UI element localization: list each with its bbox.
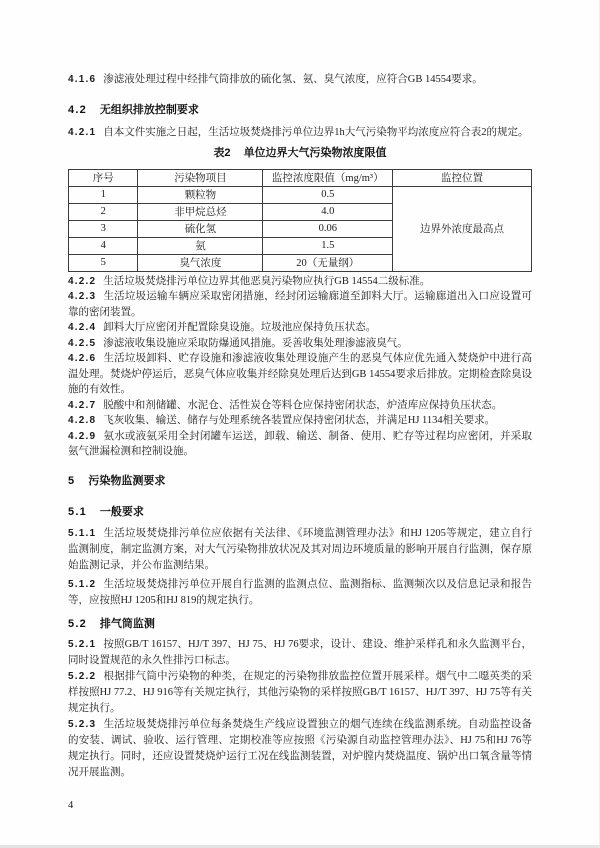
table-cell-limit: 20（无量纲） — [263, 254, 393, 271]
clause-5-2-1 — [68, 637, 532, 669]
clause-4-2-6 — [68, 351, 532, 398]
table-cell-seq: 2 — [69, 203, 138, 220]
heading-title: 无组织排放控制要求 — [99, 103, 199, 116]
clause-number: 4.2.2 — [68, 275, 97, 287]
table-cell-limit: 0.06 — [263, 220, 393, 237]
table-cell-limit: 1.5 — [263, 237, 393, 254]
clause-number: 5.2.2 — [68, 671, 97, 682]
clause-4-1-6 — [68, 72, 532, 88]
clause-text: 生活垃圾卸料、贮存设施和渗滤液收集处理设施产生的恶臭气体应优先通入焚烧炉中进行高温处理。焚烧炉停运后，恶臭气体应收集并经除臭处理后达到GB 14554要求后排放。定期检查除臭设施的有效性。 — [68, 353, 532, 395]
table-header-location: 监控位置 — [393, 169, 532, 186]
clause-number: 4.2.1 — [68, 127, 97, 138]
clause-5-2-2 — [68, 669, 532, 717]
heading-number: 5.1 — [68, 506, 87, 518]
clause-number: 4.2.5 — [68, 337, 97, 349]
clause-4-2-8 — [68, 413, 532, 429]
table-header-limit: 监控浓度限值（mg/m³） — [263, 169, 393, 186]
section-heading-5-1 — [68, 505, 532, 521]
heading-title: 一般要求 — [99, 506, 144, 518]
table-2-boundary-limits — [68, 169, 532, 272]
clause-number: 4.2.3 — [68, 291, 97, 302]
section-heading-4-2 — [68, 103, 532, 119]
clause-4-2-2 — [68, 274, 532, 290]
table-cell-seq: 3 — [69, 220, 138, 237]
clause-text: 生活垃圾焚烧排污单位每条焚烧生产线应设置独立的烟气连续在线监测系统。自动监控设备的安装、调试、验收、运行管理、定期校准等应按照《污染源自动监控管理办法》、HJ 75和HJ 76等规定执行。同时，还应设置焚烧炉运行工况在线监测装置，对炉膛内焚烧温度、锅炉出口氧含量等情况开展监测。 — [68, 719, 532, 778]
clause-text: 根据排气筒中污染物的种类，在规定的污染物排放监控位置开展采样。烟气中二噁英类的采样按照HJ 77.2、HJ 916等有关规定执行，其他污染物的采样按照GB/T 16157、HJ/T 397、HJ 75等有关规定执行。 — [68, 671, 532, 714]
clause-text: 脱酸中和剂储罐、水泥仓、活性炭仓等料仓应保持密闭状态，炉渣库应保持负压状态。 — [103, 399, 503, 411]
clause-number: 4.2.9 — [68, 430, 97, 442]
table-caption-label: 表2 — [213, 146, 231, 159]
clause-text: 按照GB/T 16157、HJ/T 397、HJ 75、HJ 76要求，设计、建设、维护采样孔和永久监测平台，同时设置规范的永久性排污口标志。 — [68, 639, 532, 666]
table-header-pollutant: 污染物项目 — [138, 169, 263, 186]
clause-text: 生活垃圾运输车辆应采取密闭措施，经封闭运输廊道至卸料大厅。运输廊道出入口应设置可靠的密闭装置。 — [68, 291, 532, 318]
heading-title: 污染物监测要求 — [88, 474, 166, 487]
clause-5-2-3 — [68, 717, 532, 781]
clause-number: 4.2.4 — [68, 322, 97, 333]
table-cell-pollutant: 臭气浓度 — [138, 254, 263, 271]
clause-text: 渗滤液收集设施应采取防爆通风措施。妥善收集处理渗滤液臭气。 — [103, 337, 408, 349]
table-cell-pollutant: 颗粒物 — [138, 186, 263, 203]
heading-number: 5 — [68, 474, 76, 487]
clause-text: 卸料大厅应密闭并配置除臭设施。垃圾池应保持负压状态。 — [103, 322, 377, 333]
clause-4-2-7 — [68, 398, 532, 414]
clause-text: 自本文件实施之日起，生活垃圾焚烧排污单位边界1h大气污染物平均浓度应符合表2的规定。 — [103, 127, 529, 138]
table-cell-seq: 4 — [69, 237, 138, 254]
table-header-row — [69, 169, 532, 186]
clause-number: 5.2.3 — [68, 719, 97, 730]
table-row — [69, 186, 532, 203]
clause-text: 氨水或液氨采用全封闭罐车运送，卸载、输送、制备、使用、贮存等过程均应密闭，并采取氨气泄漏检测和控制设施。 — [68, 430, 532, 457]
page-number: 4 — [68, 800, 74, 811]
heading-number: 4.2 — [68, 103, 87, 116]
clause-4-2-1 — [68, 125, 532, 141]
section-heading-5-2 — [68, 617, 532, 633]
clause-5-1-2 — [68, 577, 532, 609]
clause-number: 4.2.8 — [68, 415, 97, 426]
clause-number: 5.1.1 — [68, 527, 97, 539]
clause-number: 5.1.2 — [68, 578, 97, 590]
clause-5-1-1 — [68, 526, 532, 574]
clause-4-2-9 — [68, 429, 532, 460]
heading-title: 排气筒监测 — [99, 617, 155, 630]
clause-number: 5.2.1 — [68, 639, 97, 650]
clause-number: 4.2.7 — [68, 399, 97, 411]
table-cell-seq: 1 — [69, 186, 138, 203]
table-cell-pollutant: 硫化氢 — [138, 220, 263, 237]
clause-4-2-4 — [68, 320, 532, 336]
clause-text: 渗滤液处理过程中经排气筒排放的硫化氢、氨、臭气浓度，应符合GB 14554要求。 — [103, 74, 483, 85]
table-header-seq: 序号 — [69, 169, 138, 186]
clause-text: 生活垃圾焚烧排污单位应依据有关法律、《环境监测管理办法》和HJ 1205等规定，建立自行监测制度，制定监测方案，对大气污染物排放状况及其对周边环境质量的影响开展自行监测，保存原始监测记录，并公布监测结果。 — [68, 527, 532, 571]
table-caption-title: 单位边界大气污染物浓度限值 — [243, 146, 387, 159]
table-cell-pollutant: 非甲烷总烃 — [138, 203, 263, 220]
clause-text: 生活垃圾焚烧排污单位边界其他恶臭污染物应执行GB 14554二级标准。 — [103, 275, 431, 287]
table-cell-pollutant: 氨 — [138, 237, 263, 254]
table-cell-monitor-location: 边界外浓度最高点 — [393, 186, 532, 271]
clause-4-2-5 — [68, 336, 532, 352]
table-2-caption — [68, 146, 532, 161]
heading-number: 5.2 — [68, 617, 87, 630]
clause-number: 4.2.6 — [68, 353, 97, 364]
table-cell-limit: 0.5 — [263, 186, 393, 203]
table-cell-seq: 5 — [69, 254, 138, 271]
table-cell-limit: 4.0 — [263, 203, 393, 220]
clause-number: 4.1.6 — [68, 74, 97, 85]
clause-4-2-3 — [68, 289, 532, 320]
clause-text: 飞灰收集、输送、储存与处理系统各装置应保持密闭状态，并满足HJ 1134相关要求。 — [103, 415, 496, 426]
section-5 — [68, 474, 532, 782]
section-heading-5 — [68, 474, 532, 490]
clause-text: 生活垃圾焚烧排污单位开展自行监测的监测点位、监测指标、监测频次以及信息记录和报告等，应按照HJ 1205和HJ 819的规定执行。 — [68, 578, 532, 606]
